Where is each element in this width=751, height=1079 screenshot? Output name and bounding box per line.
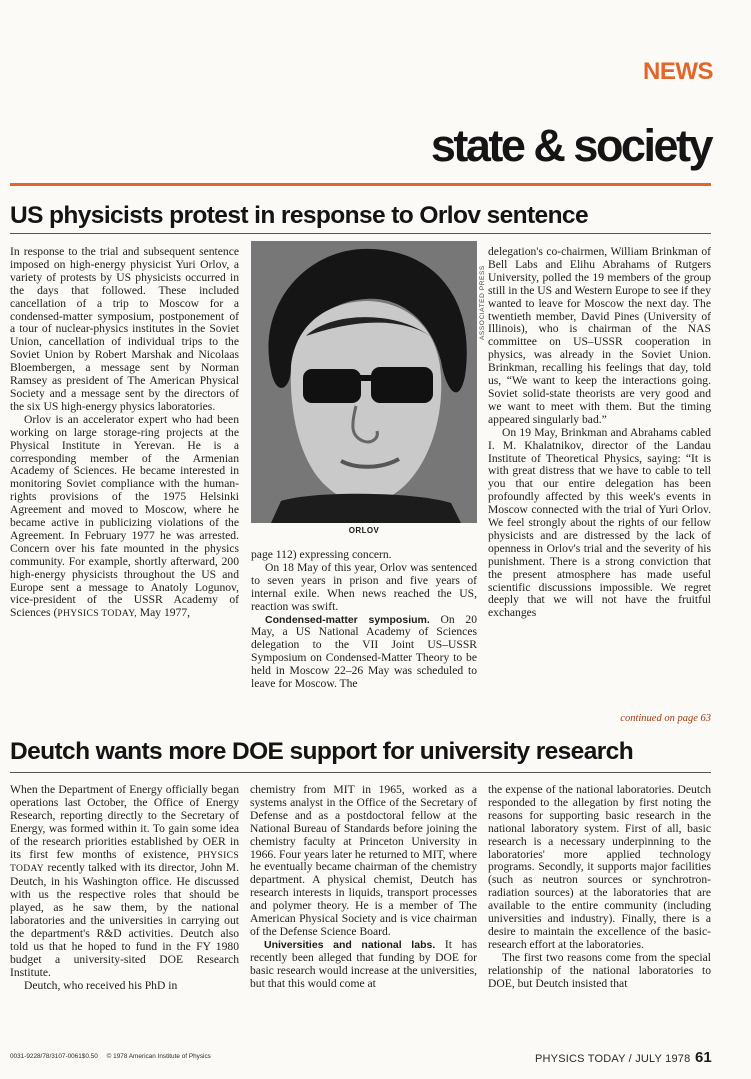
paragraph-text: May 1977, [136,606,191,620]
headline-rule [10,772,711,773]
paragraph: On 19 May, Brinkman and Abrahams cabled I. M. Khalatnikov, director of the Landau Institute of Theoretical Physics, saying: “It is with great distress that we have to cable to tell you that our entire delegation has been profoundly affected by this week's events in Moscow connected with the trial of Yuri Orlov. We feel strongly about the rights of our fellow physicists and are distressed by the lack of openness in Orlov's trial and the severity of his punishment. There is a strong conviction that the present atmosphere has made useful scientific discussions impossible. We regret deeply that we will not have the fruitful exchanges [488,425,711,620]
paragraph: On 18 May of this year, Orlov was sentenced to seven years in prison and five years of internal exile. When news reached the US, reaction was swift. [251,560,477,613]
article-column [10,246,239,726]
section-kicker: NEWS [643,58,713,85]
run-in-heading: Condensed-matter symposium. [265,613,430,626]
photo-credit: ASSOCIATED PRESS [479,265,486,340]
paragraph [10,414,239,622]
paragraph: chemistry from MIT in 1965, worked as a systems analyst in the Office of the Secretary of Defense and as a postdoctoral fellow at the National Bureau of Standards before joining the chemistry faculty at Princeton University in 1966. Four years later he returned to MIT, where he eventually became chairman of the chemistry department. A physical chemist, Deutch has research interests in liquids, transport processes and polymer theory. He is a member of The American Physical Society and is vice chairman of the Defense Science Board. [250,784,477,938]
paragraph [251,614,477,691]
footer-code [10,1053,211,1060]
paragraph: The first two reasons come from the special relationship of the national laboratories to DOE, but Deutch insisted that [488,950,711,990]
paragraph: page 112) expressing concern. [251,549,392,561]
article-headline: Deutch wants more DOE support for university research [10,738,634,765]
journal-name: PHYSICS TODAY, [57,608,137,620]
paragraph-text: When the Department of Energy officially began operations last October, the Office of Energy Research, reporting directly to the Secretary of Energy, was formed within it. To gain some idea of the research priorities established by OER in its first few months of existence, [10,784,239,861]
article-column [488,246,711,711]
paragraph: In response to the trial and subsequent sentence imposed on high-energy physicist Yuri Orlov, a variety of protests by US physicists occurred in the days that followed. These included cancellation of a trip to Moscow for a condensed-matter symposium, postponement of a tour of nuclear-physics institutes in the Soviet Union, cancellation of individual trips to the Soviet Union by Robert Marshak and Nicolaas Bloembergen, a message sent by Norman Ramsey as president of The American Physical Society and a message sent by the directors of the six US high-energy physics laboratories. [10,246,239,413]
copyright: © 1978 American Institute of Physics [106,1053,211,1060]
paragraph [250,939,477,991]
paragraph-text: Orlov is an accelerator expert who had been working on large storage-ring projects at the Physical Institute in Yerevan. He is a corresponding member of the Armenian Academy of Sciences. He became interested in monitoring Soviet compliance with the human-rights provisions of the 1975 Helsinki Agreement and moved to Moscow, where he became active in publicizing violations of the Agreement. In February 1977 he was arrested. Concern over his fate mounted in the physics community. For example, shortly afterward, 200 high-energy physicists throughout the US and Europe sent a message to Anatoly Logunov, vice-president of the USSR Academy of Sciences ( [10,412,239,620]
issn-code: 0031-9228/78/3107-0061$0.50 [10,1053,98,1060]
page-number: 61 [695,1049,712,1066]
article-column [251,549,477,729]
paragraph [10,784,239,980]
article-column [250,784,477,1040]
article-headline: US physicists protest in response to Orlov sentence [10,202,588,229]
photo-caption: ORLOV [348,526,380,535]
paragraph-text: On 20 May, a US National Academy of Sciences delegation to the VII Joint US–USSR Symposium on Condensed-Matter Theory to be held in Moscow 22–26 May was scheduled to leave for Moscow. The [251,612,477,691]
paragraph-text: recently talked with its director, John M. Deutch, in his Washington office. He discussed with us the respective roles that should be played, as he saw them, by the national laboratories and the universities in carrying out the department's R&D activities. Deutch also told us that he hoped to fund in the FY 1980 budget a university-sited DOE Research Institute. [10,861,239,979]
article-column [10,784,239,1040]
headline-rule [10,233,711,234]
continued-link[interactable]: continued on page 63 [620,713,711,724]
paragraph: the expense of the national laboratories. Deutch responded to the allegation by first noting the reasons for supporting basic research in the national laboratory system. First of all, basic research is a necessary underpinning to the laboratories' more applied technology programs. Secondly, it supports major facilities (such as neutron sources or synchrotron-radiation sources) at the laboratories that are available to the entire community (including universities and industry). Finally, there is a desire to maintain the excellence of the basic-research effort at the laboratories. [488,784,711,951]
portrait-image [251,241,477,523]
run-in-heading: Universities and national labs. [264,938,436,951]
section-title: state & society [430,120,711,171]
journal-name: PHYSICS TODAY [10,849,239,875]
journal-issue: PHYSICS TODAY / JULY 1978 [535,1053,691,1065]
orlov-photo [251,241,477,523]
article-column [488,784,711,1040]
paragraph: Deutch, who received his PhD in [24,978,178,992]
section-divider [10,183,711,186]
paragraph: delegation's co-chairmen, William Brinkman of Bell Labs and Elihu Abrahams of Rutgers University, polled the 19 members of the group still in the US and Western Europe to see if they wanted to leave for Moscow the next day. The twentieth member, David Pines (University of Illinois), who is chairman of the NAS committee on US–USSR cooperation in physics, was already in the Soviet Union. Brinkman, recalling his feelings that day, told us, “We want to keep the interactions going. Soviet solid-state theorists are very good and we want to meet with them. But the timing appeared singularly bad.” [488,246,711,426]
paragraph-text: It has recently been alleged that funding by DOE for basic research would increase at the universities, but that this would come at [250,937,477,990]
